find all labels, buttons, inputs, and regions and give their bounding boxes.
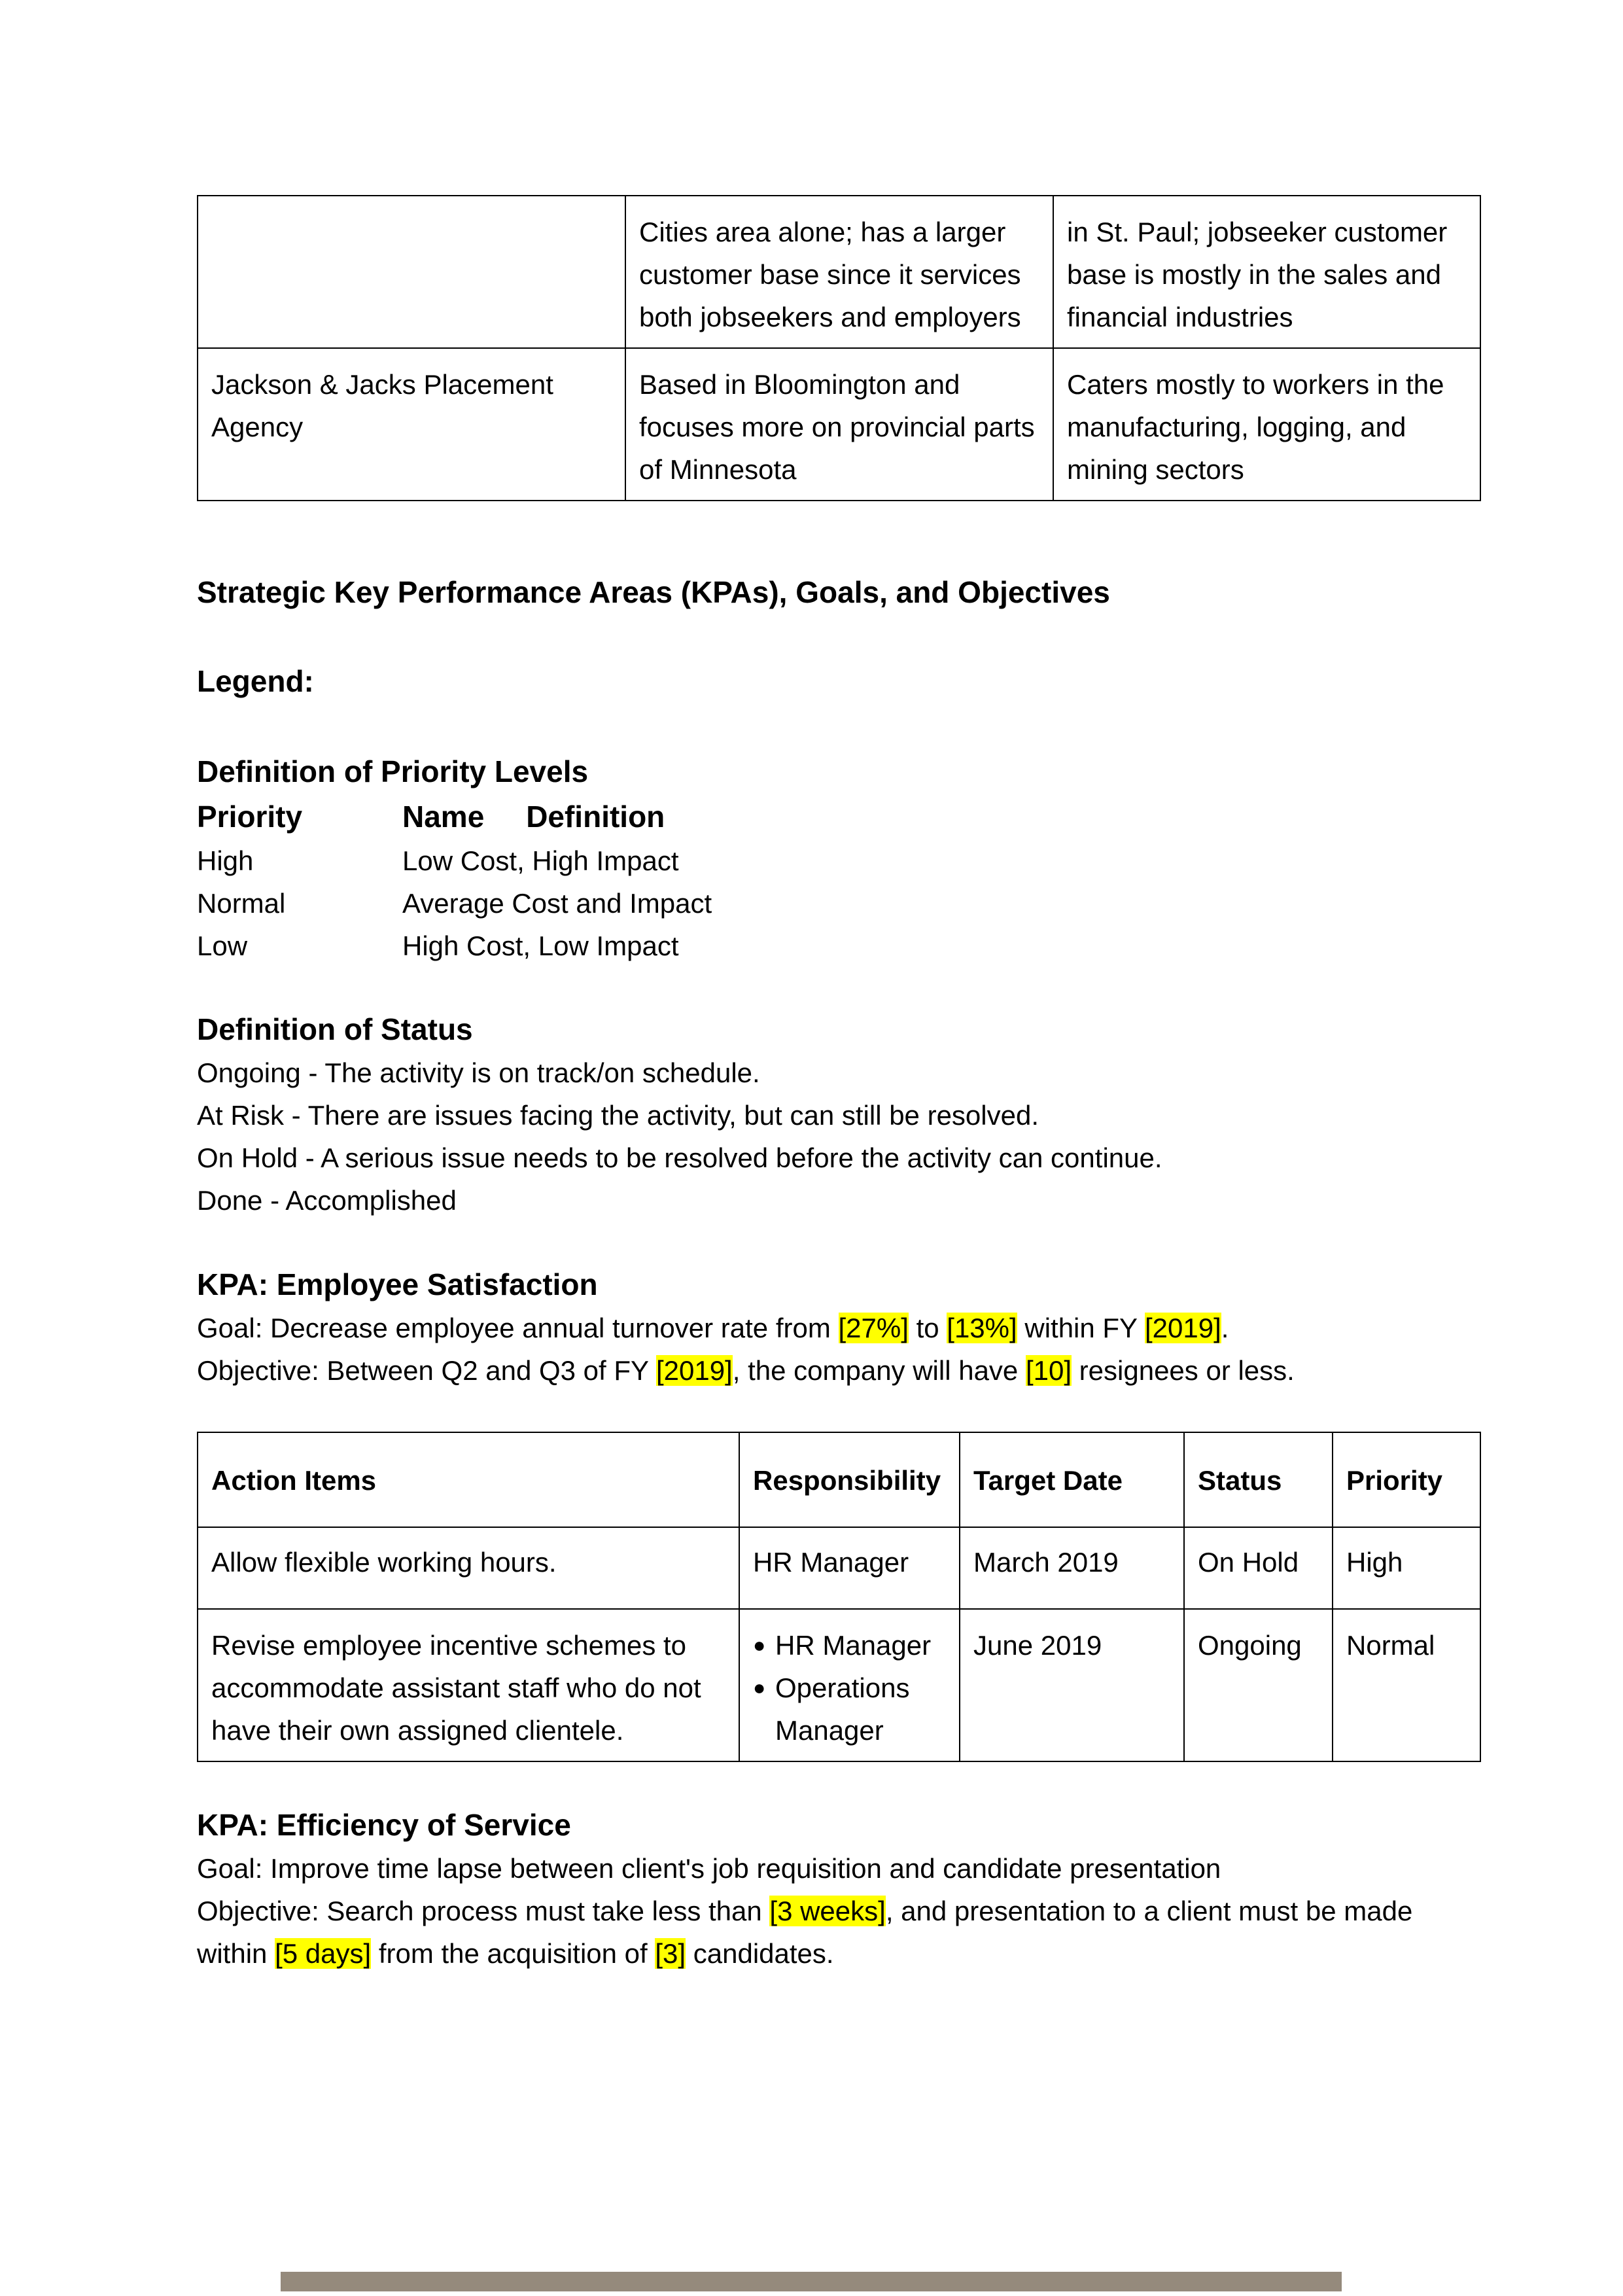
status-cell: On Hold: [1184, 1527, 1333, 1609]
highlighted-value: [2019]: [1144, 1313, 1221, 1343]
footer-bar: [281, 2272, 1342, 2291]
competitor-description-cell: Cities area alone; has a larger customer base since it services both jobseekers and employers: [625, 196, 1053, 348]
priority-definition: Average Cost and Impact: [402, 888, 712, 919]
responsibility-list: [753, 1624, 946, 1752]
priority-header: Priority: [197, 800, 303, 834]
document-page: [197, 195, 1479, 1975]
priority-row: [197, 839, 1479, 882]
table-row: [198, 348, 1480, 501]
action-items-table: [197, 1432, 1481, 1762]
competitor-name-cell: [198, 196, 625, 348]
target-date-cell: March 2019: [960, 1527, 1184, 1609]
competitor-customer-cell: in St. Paul; jobseeker customer base is mostly in the sales and financial industries: [1053, 196, 1480, 348]
priority-header-row: [197, 794, 1479, 839]
table-header-row: [198, 1432, 1480, 1527]
kpa-title: KPA: Employee Satisfaction: [197, 1267, 598, 1301]
highlighted-value: [27%]: [838, 1313, 909, 1343]
name-definition-header: Name Definition: [402, 800, 665, 834]
status-line: At Risk - There are issues facing the activity, but can still be resolved.: [197, 1100, 1039, 1131]
status-line: On Hold - A serious issue needs to be resolved before the activity can continue.: [197, 1142, 1162, 1173]
kpa-goal: Goal: Decrease employee annual turnover rate from [27%] to [13%] within FY [2019].: [197, 1313, 1229, 1343]
priority-definition-title: Definition of Priority Levels: [197, 754, 589, 788]
action-item-cell: Allow flexible working hours.: [198, 1527, 739, 1609]
list-item: ● HR Manager: [753, 1624, 946, 1667]
status-definition-title: Definition of Status: [197, 1012, 473, 1046]
responsibility-cell: [739, 1609, 960, 1761]
competitor-table: [197, 195, 1481, 501]
competitor-description-cell: Based in Bloomington and focuses more on provincial parts of Minnesota: [625, 348, 1053, 501]
kpa-goal: Goal: Improve time lapse between client's job requisition and candidate presentation: [197, 1853, 1221, 1884]
responsibility-cell: HR Manager: [739, 1527, 960, 1609]
status-line: Done - Accomplished: [197, 1185, 457, 1216]
kpa-objective: Objective: Search process must take less than [3 weeks], and presentation to a client must be made within [5 days] from the acquisition of [3] candidates.: [197, 1896, 1413, 1969]
legend-label: Legend:: [197, 664, 314, 698]
status-line: Ongoing - The activity is on track/on schedule.: [197, 1057, 760, 1088]
action-item-cell: Revise employee incentive schemes to accommodate assistant staff who do not have their own assigned clientele.: [198, 1609, 739, 1761]
highlighted-value: [10]: [1025, 1355, 1072, 1386]
priority-definition: High Cost, Low Impact: [402, 930, 679, 961]
table-row: [198, 1609, 1480, 1761]
competitor-name-cell: Jackson & Jacks Placement Agency: [198, 348, 625, 501]
highlighted-value: [13%]: [947, 1313, 1017, 1343]
highlighted-value: [3 weeks]: [769, 1896, 886, 1926]
competitor-customer-cell: Caters mostly to workers in the manufacturing, logging, and mining sectors: [1053, 348, 1480, 501]
list-item: ● Operations Manager: [753, 1667, 946, 1752]
status-cell: Ongoing: [1184, 1609, 1333, 1761]
highlighted-value: [3]: [655, 1938, 686, 1969]
highlighted-value: [2019]: [655, 1355, 733, 1386]
table-row: [198, 196, 1480, 348]
priority-cell: Normal: [1333, 1609, 1480, 1761]
priority-row: [197, 882, 1479, 925]
section-title: Strategic Key Performance Areas (KPAs), Goals, and Objectives: [197, 575, 1110, 609]
responsibility-header: Responsibility: [739, 1432, 960, 1527]
target-date-cell: June 2019: [960, 1609, 1184, 1761]
priority-row: [197, 925, 1479, 967]
priority-level: High: [197, 845, 254, 876]
priority-header: Priority: [1333, 1432, 1480, 1527]
action-items-header: Action Items: [198, 1432, 739, 1527]
target-date-header: Target Date: [960, 1432, 1184, 1527]
highlighted-value: [5 days]: [275, 1938, 372, 1969]
priority-cell: High: [1333, 1527, 1480, 1609]
kpa-title: KPA: Efficiency of Service: [197, 1808, 571, 1842]
priority-definition: Low Cost, High Impact: [402, 845, 679, 876]
priority-level: Normal: [197, 888, 286, 919]
kpa-objective: Objective: Between Q2 and Q3 of FY [2019], the company will have [10] resignees or less.: [197, 1355, 1295, 1386]
priority-level: Low: [197, 930, 248, 961]
status-header: Status: [1184, 1432, 1333, 1527]
table-row: [198, 1527, 1480, 1609]
